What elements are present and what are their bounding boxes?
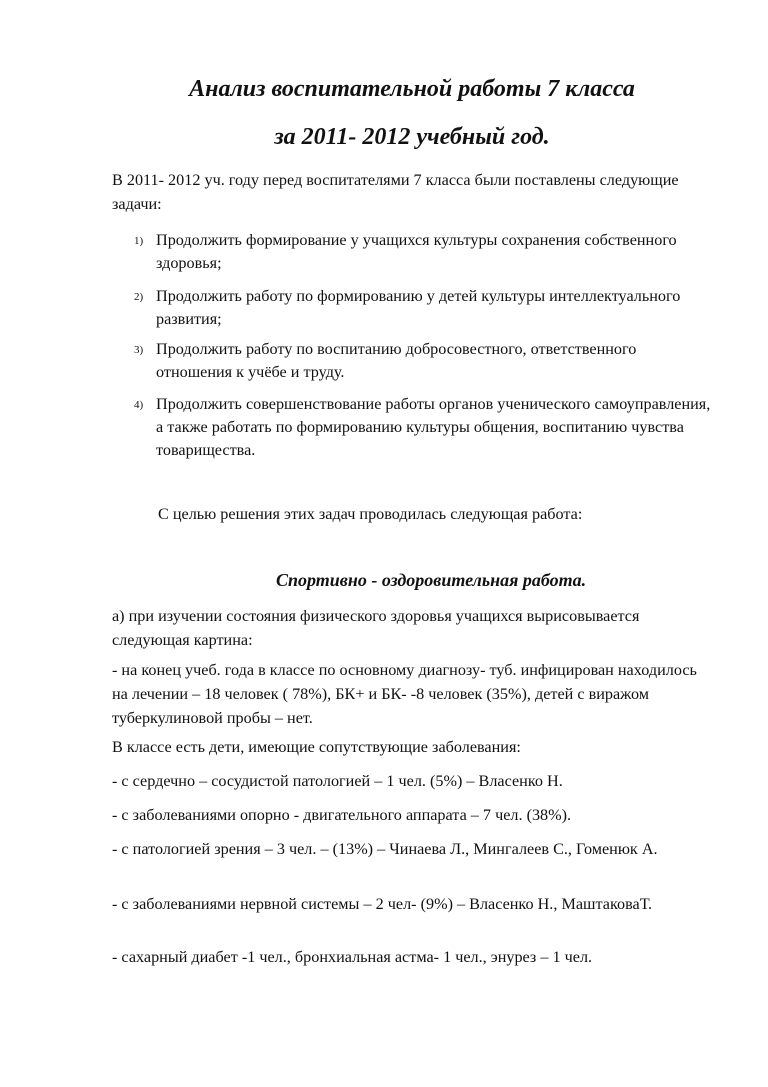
list-item-number: 4) bbox=[134, 399, 144, 411]
list-item-number: 1) bbox=[134, 235, 144, 247]
comorbid-item: - сахарный диабет -1 чел., бронхиальная астма- 1 чел., энурез – 1 чел. bbox=[112, 948, 593, 966]
list-item-text: Продолжить работу по формированию у детей культуры интеллектуального развития; bbox=[156, 287, 681, 328]
document-title-line1: Анализ воспитательной работы 7 класса bbox=[189, 76, 635, 102]
intro-paragraph: В 2011- 2012 уч. году перед воспитателями 7 класса были поставлены следующие задачи: bbox=[112, 171, 679, 213]
purpose-paragraph: С целью решения этих задач проводилась следующая работа: bbox=[158, 505, 583, 523]
list-item-text: Продолжить работу по воспитанию добросовестного, ответственного отношения к учёбе и труду. bbox=[156, 340, 637, 381]
comorbid-item: - с сердечно – сосудистой патологией – 1 чел. (5%) – Власенко Н. bbox=[112, 772, 563, 790]
health-intro-paragraph: а) при изучении состояния физического здоровья учащихся вырисовывается следующая картина: bbox=[112, 607, 640, 649]
list-item-text: Продолжить формирование у учащихся культуры сохранения собственного здоровья; bbox=[156, 231, 677, 272]
comorbid-item: - с патологией зрения – 3 чел. – (13%) – Чинаева Л., Мингалеев С., Гоменюк А. bbox=[112, 840, 658, 858]
section-heading: Спортивно - оздоровительная работа. bbox=[276, 570, 587, 590]
comorbid-intro-paragraph: В классе есть дети, имеющие сопутствующие заболевания: bbox=[112, 738, 521, 756]
list-item-number: 2) bbox=[134, 291, 144, 303]
list-item-number: 3) bbox=[134, 344, 144, 356]
health-stats-paragraph: - на конец учеб. года в классе по основному диагнозу- туб. инфицирован находилось на лечении – 18 человек ( 78%), БК+ и БК- -8 человек (35%), детей с виражом туберкулиновой пробы – нет. bbox=[112, 661, 697, 727]
comorbid-item: - с заболеваниями опорно - двигательного аппарата – 7 чел. (38%). bbox=[112, 806, 572, 824]
comorbid-item: - с заболеваниями нервной системы – 2 чел- (9%) – Власенко Н., МаштаковаТ. bbox=[112, 895, 653, 913]
list-item-text: Продолжить совершенствование работы органов ученического самоуправления, а также работать по формированию культуры общения, воспитанию чувства товарищества. bbox=[156, 395, 711, 459]
document-title-line2: за 2011- 2012 учебный год. bbox=[274, 124, 550, 150]
